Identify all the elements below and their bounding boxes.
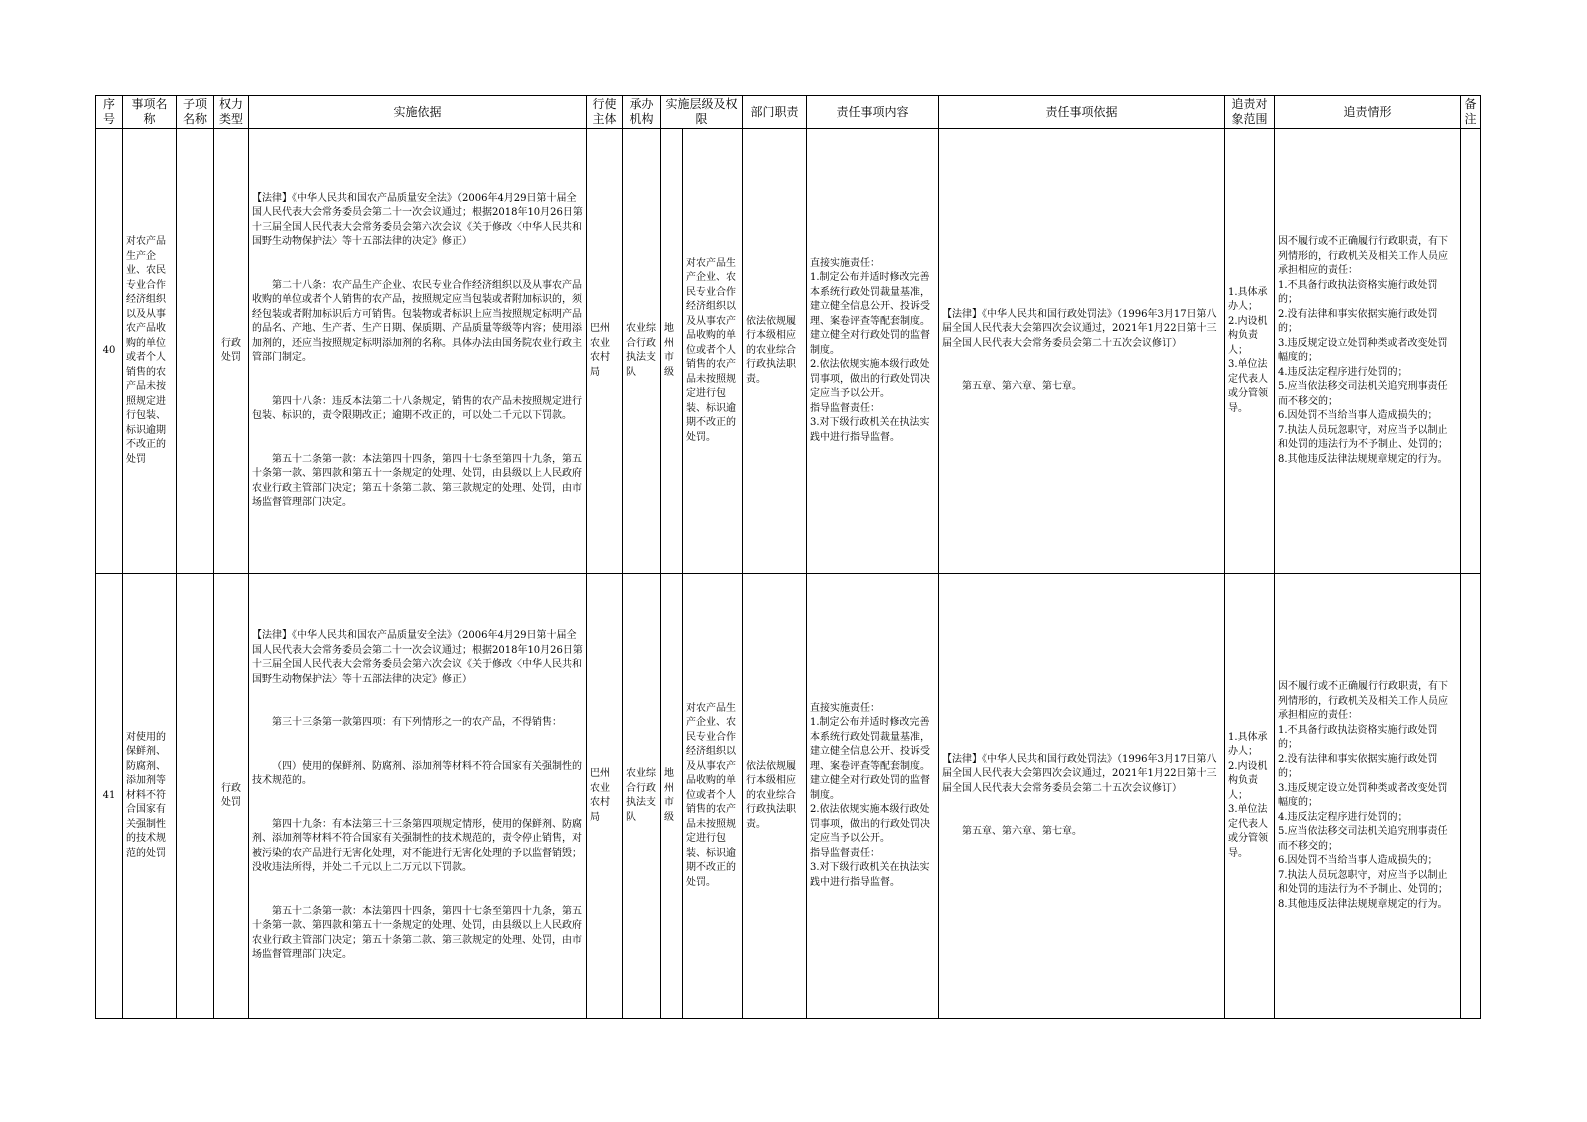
header-item-name: 事项名称: [123, 96, 177, 129]
cell-subject: 巴州农业农村局: [587, 129, 623, 574]
cell-sub-item: [177, 129, 214, 574]
cell-sub-item: [177, 574, 214, 1019]
power-list-table: [95, 95, 1481, 1019]
cell-subject: 巴州农业农村局: [587, 574, 623, 1019]
header-basis: 实施依据: [249, 96, 587, 129]
header-power-type: 权力类型: [214, 96, 249, 129]
cell-item-name: 对农产品生产企业、农民专业合作经济组织以及从事农产品收购的单位或者个人销售的农产品未按照规定进行包装、标识逾期不改正的处罚: [123, 129, 177, 574]
resp-basis-law: 【法律】《中华人民共和国行政处罚法》（1996年3月17日第八届全国人民代表大会第四次会议通过，2021年1月22日第十三届全国人民代表大会常务委员会第二十五次会议修订）: [942, 753, 1217, 794]
header-scope: 追责对象范围: [1225, 96, 1275, 129]
table-row: [96, 129, 1481, 574]
cell-power-type: 行政处罚: [214, 129, 249, 574]
basis-paragraph: 第四十九条：有本法第三十三条第四项规定情形，使用的保鲜剂、防腐剂、添加剂等材料不符合国家有关强制性的技术规范的，责令停止销售，对被污染的农产品进行无害化处理，对不能进行无害化处理的予以监督销毁；没收违法所得，并处二千元以上二万元以下罚款。: [252, 818, 582, 874]
cell-agency: 农业综合行政执法支队: [623, 574, 661, 1019]
header-resp-content: 责任事项内容: [807, 96, 939, 129]
basis-paragraph: 第二十八条：农产品生产企业、农民专业合作经济组织以及从事农产品收购的单位或者个人销售的农产品，按照规定应当包装或者附加标识的，须经包装或者附加标识后方可销售。包装物或者标识上应当按照规定标明产品的品名、产地、生产者、生产日期、保质期、产品质量等级等内容；使用添加剂的，还应当按照规定标明添加剂的名称。具体办法由国务院农业行政主管部门制定。: [252, 279, 582, 363]
cell-situation: 因不履行或不正确履行行政职责，有下列情形的，行政机关及相关工作人员应承担相应的责任： 1.不具备行政执法资格实施行政处罚的； 2.没有法律和事实依据实施行政处罚的； 3.违反规定设立处罚种类或者改变处罚幅度的； 4.违反法定程序进行处罚的； 5.应当依法移交司法机关追究刑事责任而不移交的； 6.因处罚不当给当事人造成损失的； 7.执法人员玩忽职守，对应当予以制止和处罚的违法行为不予制止、处罚的； 8.其他违反法律法规规章规定的行为。: [1275, 574, 1461, 1019]
cell-resp-basis: [939, 129, 1225, 574]
basis-paragraph: 【法律】《中华人民共和国农产品质量安全法》（2006年4月29日第十届全国人民代表大会常务委员会第二十一次会议通过；根据2018年10月26日第十三届全国人民代表大会常务委员会第六次会议《关于修改〈中华人民共和国野生动物保护法〉等十五部法律的决定》修正）: [252, 630, 583, 685]
cell-duty: 依法依规履行本级相应的农业综合行政执法职责。: [743, 574, 807, 1019]
table-row: [96, 574, 1481, 1019]
resp-basis-law: 【法律】《中华人民共和国行政处罚法》（1996年3月17日第八届全国人民代表大会第四次会议通过，2021年1月22日第十三届全国人民代表大会常务委员会第二十五次会议修订）: [942, 308, 1217, 349]
cell-level-a: 地州市级: [661, 129, 683, 574]
cell-level-a: 地州市级: [661, 574, 683, 1019]
cell-resp-content: 直接实施责任： 1.制定公布并适时修改完善本系统行政处罚裁量基准，建立健全信息公开、投诉受理、案卷评查等配套制度。建立健全对行政处罚的监督制度。 2.依法依规实施本级行政处罚事项，做出的行政处罚决定应当予以公开。 指导监督责任： 3.对下级行政机关在执法实践中进行指导监督。: [807, 574, 939, 1019]
resp-basis-chapters: 第五章、第六章、第七章。: [962, 826, 1083, 837]
resp-basis-chapters: 第五章、第六章、第七章。: [962, 381, 1083, 392]
basis-paragraph: 【法律】《中华人民共和国农产品质量安全法》（2006年4月29日第十届全国人民代表大会常务委员会第二十一次会议通过；根据2018年10月26日第十三届全国人民代表大会常务委员会第六次会议《关于修改〈中华人民共和国野生动物保护法〉等十五部法律的决定》修正）: [252, 192, 583, 247]
cell-item-name: 对使用的保鲜剂、防腐剂、添加剂等材料不符合国家有关强制性的技术规范的处罚: [123, 574, 177, 1019]
cell-scope: 1.具体承办人； 2.内设机构负责人； 3.单位法定代表人或分管领导。: [1225, 129, 1275, 574]
cell-basis: [249, 129, 587, 574]
cell-agency: 农业综合行政执法支队: [623, 129, 661, 574]
basis-paragraph: 第三十三条第一款第四项：有下列情形之一的农产品，不得销售：: [272, 717, 562, 729]
header-level: 实施层级及权限: [661, 96, 743, 129]
cell-remark: [1461, 129, 1481, 574]
header-sub-item: 子项名称: [177, 96, 214, 129]
header-duty: 部门职责: [743, 96, 807, 129]
cell-level-b: 对农产品生产企业、农民专业合作经济组织以及从事农产品收购的单位或者个人销售的农产品未按照规定进行包装、标识逾期不改正的处罚。: [683, 129, 743, 574]
header-seq: 序号: [96, 96, 123, 129]
cell-power-type: 行政处罚: [214, 574, 249, 1019]
cell-duty: 依法依规履行本级相应的农业综合行政执法职责。: [743, 129, 807, 574]
cell-basis: [249, 574, 587, 1019]
basis-paragraph: （四）使用的保鲜剂、防腐剂、添加剂等材料不符合国家有关强制性的技术规范的。: [252, 760, 582, 787]
cell-scope: 1.具体承办人； 2.内设机构负责人； 3.单位法定代表人或分管领导。: [1225, 574, 1275, 1019]
basis-paragraph: 第四十八条：违反本法第二十八条规定，销售的农产品未按照规定进行包装、标识的，责令限期改正；逾期不改正的，可以处二千元以下罚款。: [252, 395, 582, 421]
cell-level-b: 对农产品生产企业、农民专业合作经济组织以及从事农产品收购的单位或者个人销售的农产品未按照规定进行包装、标识逾期不改正的处罚。: [683, 574, 743, 1019]
cell-situation: 因不履行或不正确履行行政职责，有下列情形的，行政机关及相关工作人员应承担相应的责任： 1.不具备行政执法资格实施行政处罚的； 2.没有法律和事实依据实施行政处罚的； 3.违反规定设立处罚种类或者改变处罚幅度的； 4.违反法定程序进行处罚的； 5.应当依法移交司法机关追究刑事责任而不移交的； 6.因处罚不当给当事人造成损失的； 7.执法人员玩忽职守，对应当予以制止和处罚的违法行为不予制止、处罚的； 8.其他违反法律法规规章规定的行为。: [1275, 129, 1461, 574]
header-subject: 行使主体: [587, 96, 623, 129]
header-row: [96, 96, 1481, 129]
basis-paragraph: 第五十二条第一款：本法第四十四条，第四十七条至第四十九条，第五十条第一款、第四款和第五十一条规定的处理、处罚，由县级以上人民政府农业行政主管部门决定；第五十条第二款、第三款规定的处理、处罚，由市场监督管理部门决定。: [252, 453, 582, 508]
header-remark: 备注: [1461, 96, 1481, 129]
cell-resp-basis: [939, 574, 1225, 1019]
cell-remark: [1461, 574, 1481, 1019]
cell-seq: 40: [96, 129, 123, 574]
header-situation: 追责情形: [1275, 96, 1461, 129]
basis-paragraph: 第五十二条第一款：本法第四十四条，第四十七条至第四十九条，第五十条第一款、第四款和第五十一条规定的处理、处罚，由县级以上人民政府农业行政主管部门决定；第五十条第二款、第三款规定的处理、处罚，由市场监督管理部门决定。: [252, 905, 582, 961]
cell-resp-content: 直接实施责任： 1.制定公布并适时修改完善本系统行政处罚裁量基准，建立健全信息公开、投诉受理、案卷评查等配套制度。建立健全对行政处罚的监督制度。 2.依法依规实施本级行政处罚事项，做出的行政处罚决定应当予以公开。 指导监督责任： 3.对下级行政机关在执法实践中进行指导监督。: [807, 129, 939, 574]
header-resp-basis: 责任事项依据: [939, 96, 1225, 129]
header-agency: 承办机构: [623, 96, 661, 129]
cell-seq: 41: [96, 574, 123, 1019]
